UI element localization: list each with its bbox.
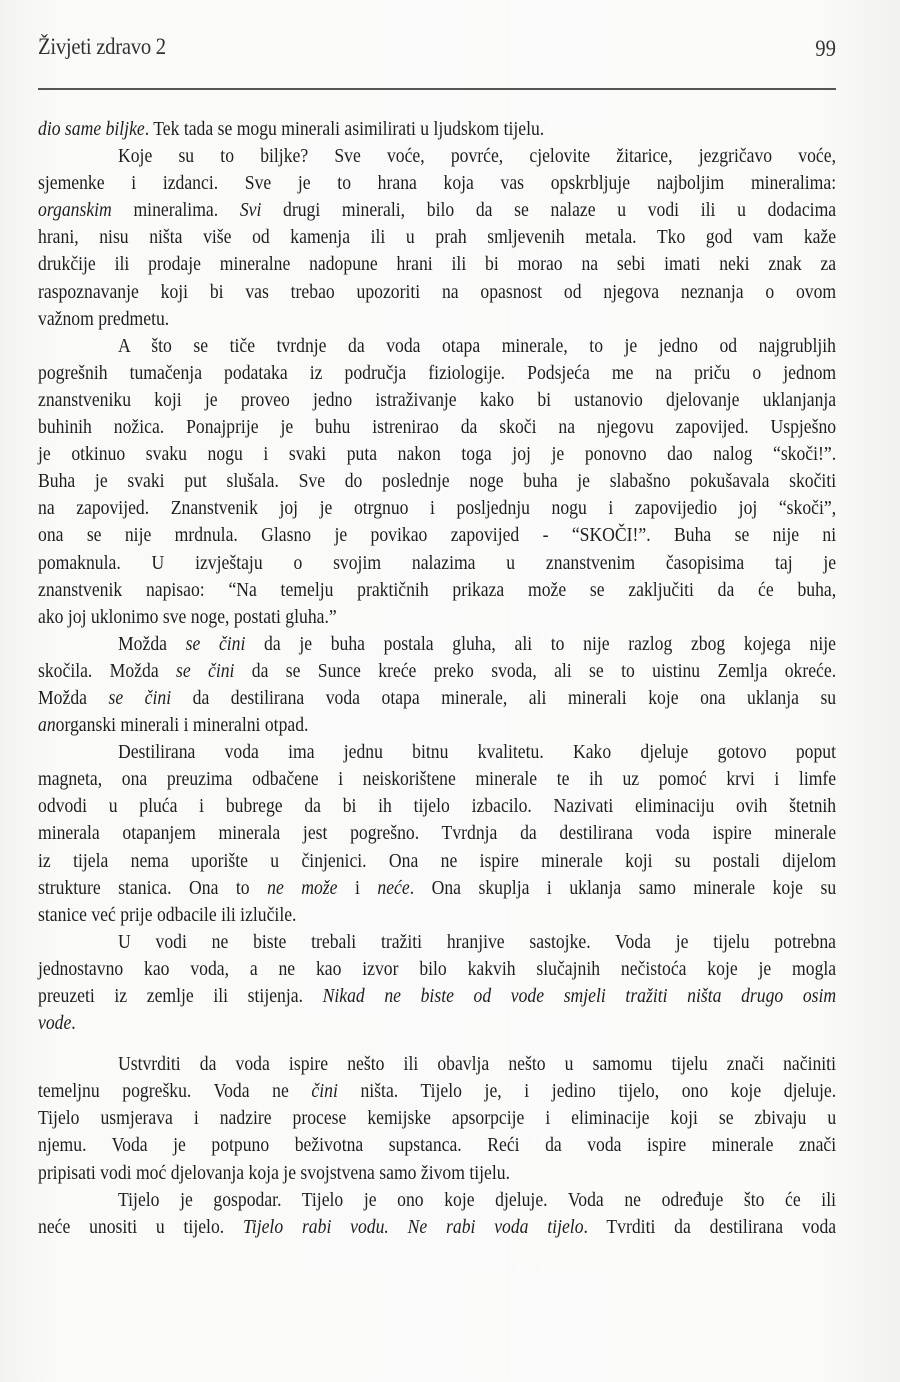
italic-text: ne može	[267, 876, 338, 899]
text-run: Tijelo je gospodar. Tijelo je ono koje djeluje. Voda ne određuje što će ili	[118, 1188, 836, 1211]
text-line	[38, 224, 836, 251]
text-run: je otkinuo svaku nogu i svaki puta nakon toga joj je ponovno dao nalog “skoči!”.	[38, 443, 837, 466]
text-line-content	[118, 143, 836, 170]
text-line	[38, 522, 836, 549]
italic-text: organskim	[38, 199, 112, 222]
text-line-content	[38, 360, 836, 387]
text-run: da se Sunce kreće preko svoda, ali se to uistinu Zemlja okreće.	[234, 659, 837, 682]
italic-text: dio same biljke	[38, 118, 145, 140]
text-line	[38, 875, 836, 902]
text-line	[38, 143, 836, 170]
text-line-content	[38, 1214, 836, 1241]
text-run: ona se nije mrdnula. Glasno je povikao zapovijed - “SKOČI!”. Buha se nije ni	[38, 524, 837, 547]
text-line	[38, 197, 836, 224]
text-line	[38, 1187, 836, 1214]
text-line-content	[118, 631, 836, 658]
text-line-content	[38, 604, 836, 631]
text-line	[38, 577, 836, 604]
text-line-content	[38, 1160, 836, 1187]
text-line	[38, 441, 836, 468]
text-line-content	[38, 875, 836, 902]
text-run: buhinih nožica. Ponajprije je buhu istrenirao da skoči na njegovu zapovijed. Uspješno	[38, 416, 837, 439]
text-run: drukčije ili prodaje mineralne nadopune hrani ili bi morao na sebi imati neki znak za	[38, 253, 837, 276]
text-run: U vodi ne biste trebali tražiti hranjive sastojke. Voda je tijelu potrebna	[118, 930, 836, 953]
text-line-content	[38, 685, 836, 712]
text-run: Možda	[38, 686, 109, 709]
text-line-content	[38, 820, 836, 847]
text-line	[38, 550, 836, 577]
text-run: pripisati vodi moć djelovanja koja je svojstvena samo živom tijelu.	[38, 1161, 511, 1184]
text-run: da je buha postala gluha, ali to nije razlog zbog kojega nije	[245, 632, 836, 655]
text-line-content	[38, 793, 836, 820]
text-line	[38, 170, 836, 197]
text-line-content	[38, 414, 836, 441]
text-line	[38, 983, 836, 1010]
text-run: raspoznavanje koji bi vas trebao upozoriti na opasnost od njegova neznanja o ovom	[38, 280, 837, 303]
text-line	[38, 468, 836, 495]
text-line-content	[38, 848, 836, 875]
text-line	[38, 333, 836, 360]
text-line-content	[38, 279, 836, 306]
text-line	[38, 739, 836, 766]
text-line-content	[38, 1010, 836, 1037]
italic-text: an	[38, 714, 56, 737]
text-line-content	[38, 1132, 836, 1159]
text-run: jednostavno kao voda, a ne kao izvor bilo kakvih slučajnih nečistoća koje je mogla	[38, 957, 837, 980]
text-line	[38, 604, 836, 631]
text-line	[38, 1051, 836, 1078]
text-line-content	[38, 712, 836, 739]
text-line	[38, 1010, 836, 1037]
text-line-content	[118, 929, 836, 956]
text-run: minerala otapanjem minerala jest pogrešno. Tvrdnja da destilirana voda ispire minerale	[38, 822, 837, 845]
text-line-content	[118, 739, 836, 766]
text-line	[38, 1160, 836, 1187]
text-run: neće unositi u tijelo.	[38, 1215, 243, 1238]
text-line	[38, 902, 836, 929]
text-line	[38, 414, 836, 441]
text-run: znanstveniku koji je proveo jedno istraživanje kako bi ustanovio djelovanje uklanjanja	[38, 388, 837, 411]
text-run: Buha je svaki put slušala. Sve do poslednje noge buha je slabašno pokušavala skočiti	[38, 470, 837, 493]
text-line	[38, 848, 836, 875]
text-run: A što se tiče tvrdnje da voda otapa minerale, to je jedno od najgrubljih	[118, 334, 836, 357]
text-line-content	[38, 522, 836, 549]
italic-text: vode	[38, 1012, 72, 1035]
page-header	[38, 30, 836, 70]
text-line	[38, 116, 836, 143]
text-line	[38, 631, 836, 658]
text-run: Koje su to biljke? Sve voće, povrće, cjelovite žitarice, jezgričavo voće,	[118, 145, 836, 168]
text-line	[38, 712, 836, 739]
page-number: 99	[815, 36, 836, 61]
text-run: organski minerali i mineralni otpad.	[55, 714, 309, 737]
text-run: sjemenke i izdanci. Sve je to hrana koja vas opskrbljuje najboljim mineralima:	[38, 172, 837, 195]
text-run: preuzeti iz zemlje ili stijenja.	[38, 985, 323, 1007]
text-line-content	[38, 170, 836, 197]
text-line	[38, 685, 836, 712]
text-line	[38, 766, 836, 793]
italic-text: neće	[377, 876, 410, 899]
text-line-content	[38, 116, 836, 143]
text-run: magneta, ona preuzima odbačene i neiskorištene minerale te ih uz pomoć krvi i limfe	[38, 768, 837, 791]
text-run: njemu. Voda je potpuno beživotna supstanca. Reći da voda ispire minerale znači	[38, 1134, 837, 1157]
text-run: Ustvrditi da voda ispire nešto ili obavlja nešto u samomu tijelu znači načiniti	[118, 1053, 836, 1076]
italic-text: se čini	[175, 659, 235, 682]
text-line-content	[118, 1187, 836, 1214]
text-line-content	[38, 468, 836, 495]
text-line-content	[38, 902, 836, 929]
text-line	[38, 820, 836, 847]
text-line-content	[38, 550, 836, 577]
text-run: strukture stanica. Ona to	[38, 876, 268, 899]
text-line-content	[38, 441, 836, 468]
italic-text: Tijelo rabi vodu. Ne rabi voda tijelo	[242, 1215, 584, 1238]
italic-text: Nikad ne biste od vode smjeli tražiti ništa drugo osim	[322, 985, 837, 1007]
text-line-content	[38, 251, 836, 278]
text-run: Možda	[118, 632, 186, 655]
text-run: drugi minerali, bilo da se nalaze u vodi ili u dodacima	[261, 199, 837, 222]
text-line	[38, 1078, 836, 1105]
text-run: . Ona skuplja i uklanja samo minerale koje su	[409, 876, 837, 899]
text-run: skočila. Možda	[38, 659, 176, 682]
text-run: stanice već prije odbacile ili izlučile.	[38, 903, 297, 926]
text-run: ako joj uklonimo sve noge, postati gluha.”	[38, 605, 337, 628]
italic-text: Svi	[239, 199, 262, 222]
text-line-content	[38, 1078, 836, 1105]
text-run: pomaknula. U izvještaju o svojim nalazima u znanstvenim časopisima taj je	[38, 551, 837, 574]
text-line-content	[38, 224, 836, 251]
italic-text: se čini	[185, 632, 246, 655]
text-line	[38, 793, 836, 820]
text-line-content	[38, 1105, 836, 1132]
text-run: temeljnu pogrešku. Voda ne	[38, 1080, 312, 1103]
text-line	[38, 956, 836, 983]
text-line-content	[38, 387, 836, 414]
text-line-content	[38, 956, 836, 983]
text-line-content	[38, 983, 836, 1010]
text-run: da destilirana voda otapa minerale, ali minerali koje ona uklanja su	[171, 686, 837, 709]
text-line-content	[38, 495, 836, 522]
text-run: i	[337, 876, 378, 899]
text-run: Destilirana voda ima jednu bitnu kvalitetu. Kako djeluje gotovo poput	[118, 741, 836, 764]
italic-text: čini	[311, 1080, 338, 1103]
text-line	[38, 360, 836, 387]
running-title: Živjeti zdravo 2	[38, 34, 166, 59]
text-line-content	[118, 1051, 836, 1078]
text-line	[38, 658, 836, 685]
text-line	[38, 495, 836, 522]
text-run: hrani, nisu ništa više od kamenja ili u prah smljevenih metala. Tko god vam kaže	[38, 226, 837, 249]
text-line	[38, 251, 836, 278]
text-run: na zapovijed. Znanstvenik joj je otrgnuo i posljednju nogu i zapovijedio joj “skoči”,	[38, 497, 837, 520]
text-line	[38, 1132, 836, 1159]
text-line-content	[38, 577, 836, 604]
text-run: Tijelo usmjerava i nadzire procese kemijske apsorpcije i eliminacije koji se zbivaju u	[38, 1107, 837, 1130]
body-text	[38, 116, 836, 1241]
italic-text: se čini	[108, 686, 172, 709]
text-line	[38, 279, 836, 306]
text-run: . Tvrditi da destilirana voda	[583, 1215, 837, 1238]
text-line-content	[118, 333, 836, 360]
text-line-content	[38, 766, 836, 793]
text-run: važnom predmetu.	[38, 307, 170, 330]
text-line	[38, 1105, 836, 1132]
text-line-content	[38, 306, 836, 333]
text-run: znanstvenik napisao: “Na temelju praktičnih prikaza može se zaključiti da će buha,	[38, 578, 837, 601]
text-run: iz tijela nema uporište u činjenici. Ona ne ispire minerale koji su postali dijelom	[38, 849, 837, 872]
text-run: odvodi u pluća i bubrege da bi ih tijelo izbacilo. Nazivati eliminaciju ovih štetnih	[38, 795, 837, 818]
text-run: pogrešnih tumačenja podataka iz područja fiziologije. Podsjeća me na priču o jednom	[38, 361, 837, 384]
text-run: .	[71, 1012, 76, 1035]
text-line	[38, 387, 836, 414]
text-run: mineralima.	[111, 199, 240, 222]
header-rule	[38, 88, 836, 90]
text-run: ništa. Tijelo je, i jedino tijelo, ono koje djeluje.	[337, 1080, 837, 1103]
text-run: . Tek tada se mogu minerali asimilirati u ljudskom tijelu.	[144, 118, 545, 140]
text-line-content	[38, 197, 836, 224]
text-line	[38, 929, 836, 956]
text-line	[38, 1214, 836, 1241]
text-line-content	[38, 658, 836, 685]
text-line	[38, 306, 836, 333]
